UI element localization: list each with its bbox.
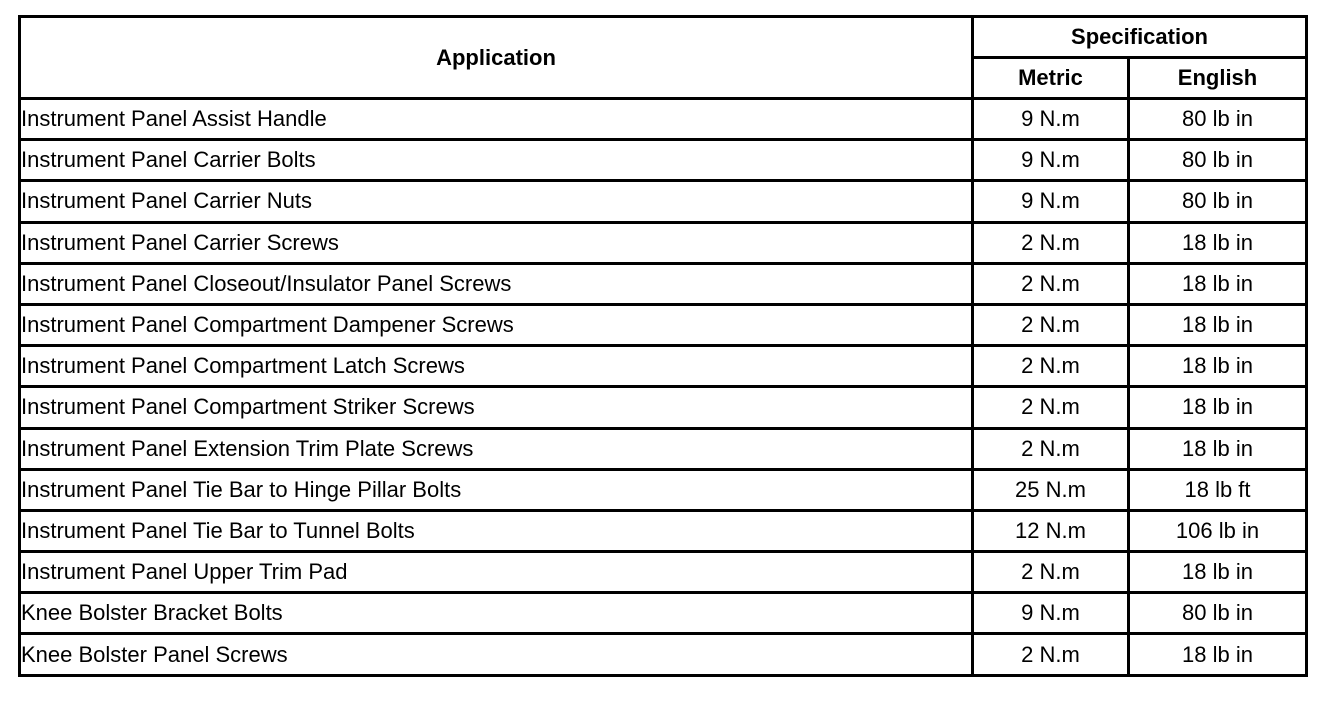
table-row — [20, 387, 1307, 428]
english-value-cell: 18 lb in — [1129, 634, 1307, 675]
metric-value-cell: 9 N.m — [973, 99, 1129, 140]
table-row — [20, 469, 1307, 510]
metric-value-cell: 2 N.m — [973, 263, 1129, 304]
english-value-cell: 80 lb in — [1129, 181, 1307, 222]
table-row — [20, 593, 1307, 634]
english-value-cell: 18 lb in — [1129, 304, 1307, 345]
application-cell: Instrument Panel Compartment Dampener Screws — [20, 304, 973, 345]
table-row — [20, 346, 1307, 387]
english-value-cell: 18 lb in — [1129, 263, 1307, 304]
metric-value-cell: 2 N.m — [973, 552, 1129, 593]
table-row — [20, 428, 1307, 469]
application-cell: Instrument Panel Compartment Latch Screws — [20, 346, 973, 387]
table-row — [20, 634, 1307, 675]
specification-header: Specification — [973, 17, 1307, 58]
fastener-specification-table — [18, 15, 1308, 677]
application-cell: Instrument Panel Closeout/Insulator Panel Screws — [20, 263, 973, 304]
metric-value-cell: 2 N.m — [973, 346, 1129, 387]
english-value-cell: 80 lb in — [1129, 593, 1307, 634]
application-header: Application — [20, 17, 973, 99]
metric-value-cell: 2 N.m — [973, 634, 1129, 675]
metric-value-cell: 9 N.m — [973, 181, 1129, 222]
metric-value-cell: 25 N.m — [973, 469, 1129, 510]
application-cell: Knee Bolster Bracket Bolts — [20, 593, 973, 634]
table-body — [20, 99, 1307, 676]
metric-value-cell: 2 N.m — [973, 428, 1129, 469]
metric-value-cell: 9 N.m — [973, 593, 1129, 634]
table-row — [20, 510, 1307, 551]
application-cell: Instrument Panel Carrier Bolts — [20, 140, 973, 181]
english-header: English — [1129, 58, 1307, 99]
metric-value-cell: 2 N.m — [973, 304, 1129, 345]
english-value-cell: 18 lb in — [1129, 428, 1307, 469]
application-cell: Knee Bolster Panel Screws — [20, 634, 973, 675]
application-cell: Instrument Panel Carrier Nuts — [20, 181, 973, 222]
application-cell: Instrument Panel Tie Bar to Hinge Pillar Bolts — [20, 469, 973, 510]
table-header — [20, 17, 1307, 99]
metric-value-cell: 12 N.m — [973, 510, 1129, 551]
metric-value-cell: 9 N.m — [973, 140, 1129, 181]
table-row — [20, 140, 1307, 181]
header-row-top — [20, 17, 1307, 58]
application-cell: Instrument Panel Tie Bar to Tunnel Bolts — [20, 510, 973, 551]
english-value-cell: 18 lb in — [1129, 387, 1307, 428]
application-cell: Instrument Panel Compartment Striker Screws — [20, 387, 973, 428]
table-row — [20, 99, 1307, 140]
table-row — [20, 263, 1307, 304]
english-value-cell: 18 lb ft — [1129, 469, 1307, 510]
english-value-cell: 80 lb in — [1129, 99, 1307, 140]
table-row — [20, 304, 1307, 345]
table-row — [20, 222, 1307, 263]
application-cell: Instrument Panel Upper Trim Pad — [20, 552, 973, 593]
english-value-cell: 18 lb in — [1129, 346, 1307, 387]
english-value-cell: 18 lb in — [1129, 552, 1307, 593]
metric-value-cell: 2 N.m — [973, 387, 1129, 428]
application-cell: Instrument Panel Assist Handle — [20, 99, 973, 140]
english-value-cell: 18 lb in — [1129, 222, 1307, 263]
metric-header: Metric — [973, 58, 1129, 99]
application-cell: Instrument Panel Carrier Screws — [20, 222, 973, 263]
metric-value-cell: 2 N.m — [973, 222, 1129, 263]
application-cell: Instrument Panel Extension Trim Plate Screws — [20, 428, 973, 469]
english-value-cell: 80 lb in — [1129, 140, 1307, 181]
table-row — [20, 552, 1307, 593]
english-value-cell: 106 lb in — [1129, 510, 1307, 551]
table-row — [20, 181, 1307, 222]
